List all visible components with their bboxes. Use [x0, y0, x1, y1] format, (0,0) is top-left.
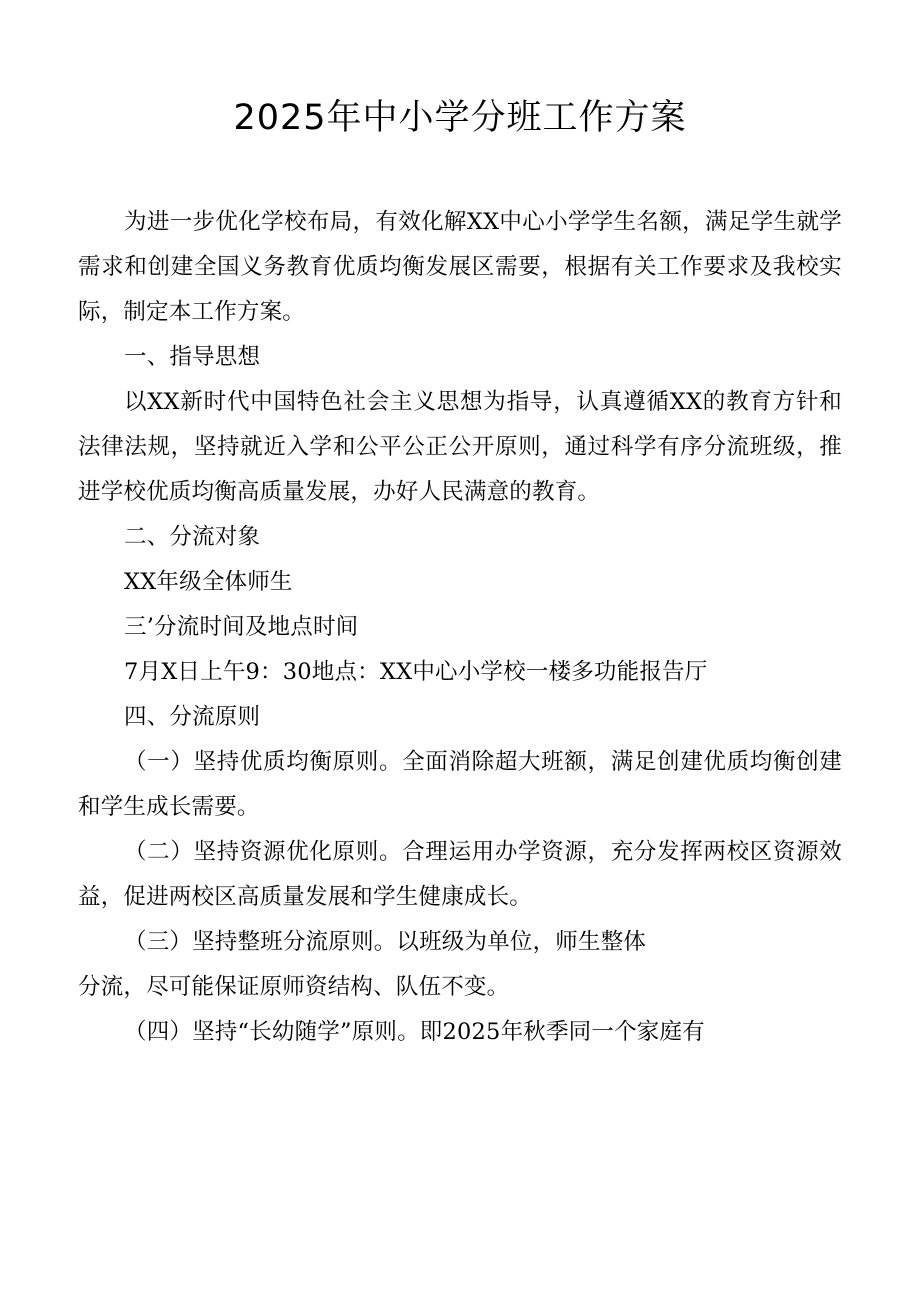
paragraph-principle-one: （一）坚持优质均衡原则。全面消除超大班额，满足创建优质均衡创建和学生成长需要。	[78, 748, 842, 820]
paragraph-time-and-place-body: 7月X日上午9：30地点：XX中心小学校一楼多功能报告厅	[124, 658, 708, 685]
paragraph-guiding-thought-body: 以XX新时代中国特色社会主义思想为指导，认真遵循XX的教育方针和法律法规，坚持就近入学和公平公正公开原则，通过科学有序分流班级，推进学校优质均衡高质量发展，办好人民满意的教育。	[78, 388, 842, 505]
paragraph-principle-three: （三）坚持整班分流原则。以班级为单位，师生整体	[124, 928, 647, 955]
page-title: 2025年中小学分班工作方案	[233, 98, 687, 138]
paragraph-principle-three-continued: 分流，尽可能保证原师资结构、队伍不变。	[78, 973, 510, 1000]
paragraph-principle-four: （四）坚持“长幼随学”原则。即2025年秋季同一个家庭有	[124, 1018, 705, 1045]
paragraph-intro: 为进一步优化学校布局，有效化解XX中心小学学生名额，满足学生就学需求和创建全国义务教育优质均衡发展区需要，根据有关工作要求及我校实际，制定本工作方案。	[78, 208, 842, 325]
paragraph-target-group-body: XX年级全体师生	[124, 568, 293, 595]
heading-principles: 四、分流原则	[124, 703, 261, 730]
heading-time-and-place: 三’分流时间及地点时间	[124, 613, 359, 640]
heading-guiding-thought: 一、指导思想	[124, 343, 261, 370]
paragraph-principle-two: （二）坚持资源优化原则。合理运用办学资源，充分发挥两校区资源效益，促进两校区高质量发展和学生健康成长。	[78, 838, 842, 910]
heading-target-group: 二、分流对象	[124, 523, 261, 550]
